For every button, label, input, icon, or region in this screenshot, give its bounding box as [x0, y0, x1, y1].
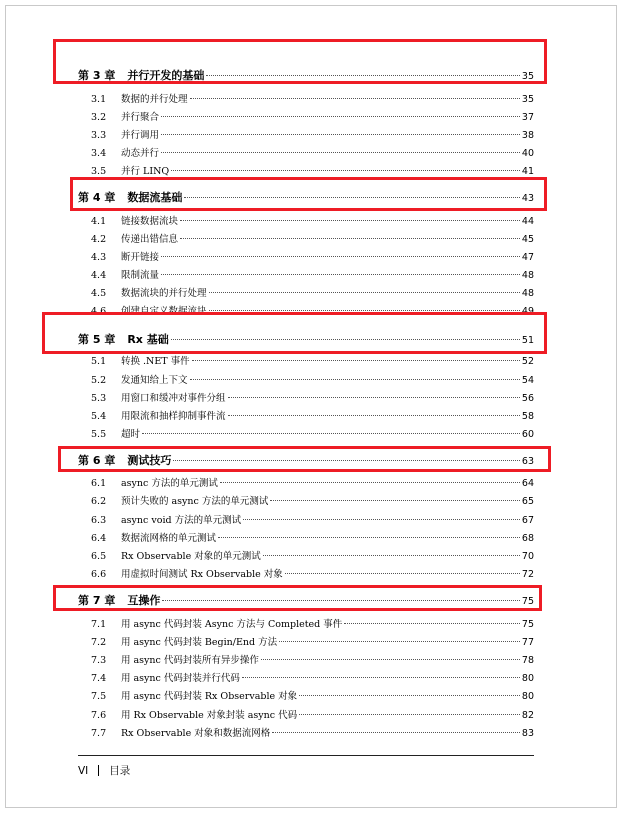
- page-number: 48: [521, 270, 534, 281]
- chapter-number: 第 5 章: [78, 333, 116, 346]
- page-number: 64: [521, 478, 534, 489]
- page-number: 49: [521, 306, 534, 317]
- leader-dots: [261, 659, 520, 660]
- toc-section-5-2[interactable]: [91, 372, 534, 386]
- leader-dots: [209, 292, 520, 293]
- section-title: 传递出错信息: [121, 234, 179, 245]
- section-number: 6.5: [91, 551, 107, 562]
- chapter-title: 测试技巧: [127, 454, 172, 467]
- toc-section-5-5[interactable]: [91, 426, 534, 440]
- section-title: Rx Observable 对象和数据流网格: [121, 728, 271, 739]
- leader-dots: [344, 623, 520, 624]
- page-number: 65: [521, 496, 534, 507]
- toc-section-7-7[interactable]: [91, 725, 534, 739]
- page-number: 70: [521, 551, 534, 562]
- section-number: 4.6: [91, 306, 107, 317]
- chapter-number: 第 4 章: [78, 191, 116, 204]
- leader-dots: [180, 220, 520, 221]
- section-number: 5.4: [91, 411, 107, 422]
- leader-dots: [161, 116, 520, 117]
- page-number: 41: [521, 166, 534, 177]
- leader-dots: [299, 714, 520, 715]
- toc-section-4-4[interactable]: [91, 267, 534, 281]
- toc-section-4-2[interactable]: [91, 231, 534, 245]
- section-title: 用 async 代码封装 Async 方法与 Completed 事件: [121, 619, 343, 630]
- section-title: 用窗口和缓冲对事件分组: [121, 393, 226, 404]
- page-number: 48: [521, 288, 534, 299]
- leader-dots: [190, 379, 520, 380]
- table-of-contents: [6, 6, 616, 807]
- leader-dots: [142, 433, 520, 434]
- section-number: 5.2: [91, 375, 107, 386]
- footer-separator: [98, 765, 99, 776]
- toc-section-3-3[interactable]: [91, 127, 534, 141]
- section-number: 6.4: [91, 533, 107, 544]
- section-number: 5.3: [91, 393, 107, 404]
- section-number: 7.4: [91, 673, 107, 684]
- toc-section-3-5[interactable]: [91, 163, 534, 177]
- section-number: 7.7: [91, 728, 107, 739]
- page-number: 44: [521, 216, 534, 227]
- toc-section-7-4[interactable]: [91, 670, 534, 684]
- leader-dots: [218, 537, 520, 538]
- section-title: 超时: [121, 429, 141, 440]
- page-number: 35: [521, 94, 534, 105]
- section-title: async void 方法的单元测试: [121, 515, 242, 526]
- section-number: 7.6: [91, 710, 107, 721]
- toc-section-6-5[interactable]: [91, 548, 534, 562]
- page-number: 67: [521, 515, 534, 526]
- toc-section-6-1[interactable]: [91, 475, 534, 489]
- chapter-number: 第 6 章: [78, 454, 116, 467]
- section-title: 转换 .NET 事件: [121, 356, 190, 367]
- page-number: 58: [521, 411, 534, 422]
- section-title: async 方法的单元测试: [121, 478, 218, 489]
- leader-dots: [285, 573, 520, 574]
- section-title: 发通知给上下文: [121, 375, 188, 386]
- section-title: Rx Observable 对象的单元测试: [121, 551, 261, 562]
- page-number: 37: [521, 112, 534, 123]
- toc-section-3-2[interactable]: [91, 109, 534, 123]
- section-title: 数据流块的并行处理: [121, 288, 207, 299]
- page-number: 82: [521, 710, 534, 721]
- chapter-title: 并行开发的基础: [127, 69, 205, 82]
- section-number: 6.6: [91, 569, 107, 580]
- section-number: 3.2: [91, 112, 107, 123]
- toc-section-4-1[interactable]: [91, 213, 534, 227]
- section-number: 6.2: [91, 496, 107, 507]
- section-title: 创建自定义数据流块: [121, 306, 207, 317]
- page-number: 45: [521, 234, 534, 245]
- chapter-number: 第 7 章: [78, 594, 116, 607]
- section-title: 用 async 代码封装 Rx Observable 对象: [121, 691, 298, 702]
- leader-dots: [270, 500, 520, 501]
- toc-section-5-1[interactable]: [91, 353, 534, 367]
- leader-dots: [243, 519, 520, 520]
- leader-dots: [228, 397, 520, 398]
- leader-dots: [299, 695, 520, 696]
- leader-dots: [161, 152, 520, 153]
- section-title: 用虚拟时间测试 Rx Observable 对象: [121, 569, 283, 580]
- section-number: 3.1: [91, 94, 107, 105]
- toc-section-5-4[interactable]: [91, 408, 534, 422]
- section-title: 断开链接: [121, 252, 160, 263]
- toc-section-7-1[interactable]: [91, 616, 534, 630]
- toc-section-4-5[interactable]: [91, 285, 534, 299]
- chapter-title: 互操作: [127, 594, 161, 607]
- section-title: 并行调用: [121, 130, 160, 141]
- page-number: 47: [521, 252, 534, 263]
- toc-section-5-3[interactable]: [91, 390, 534, 404]
- leader-dots: [242, 677, 520, 678]
- highlight-box-chapter-3: [53, 39, 547, 84]
- page-number: 60: [521, 429, 534, 440]
- section-number: 4.3: [91, 252, 107, 263]
- leader-dots: [161, 256, 520, 257]
- toc-section-3-1[interactable]: [91, 91, 534, 105]
- section-title: 并行 LINQ: [121, 166, 170, 177]
- section-title: 用 async 代码封装并行代码: [121, 673, 240, 684]
- page-number: 68: [521, 533, 534, 544]
- toc-section-7-2[interactable]: [91, 634, 534, 648]
- leader-dots: [220, 482, 520, 483]
- highlight-box-chapter-4: [70, 177, 547, 211]
- page-number: 75: [521, 596, 534, 607]
- section-number: 6.1: [91, 478, 107, 489]
- page-number: 77: [521, 637, 534, 648]
- leader-dots: [263, 555, 520, 556]
- section-title: 动态并行: [121, 148, 160, 159]
- page-number: 80: [521, 691, 534, 702]
- section-number: 7.2: [91, 637, 107, 648]
- page-number: 80: [521, 673, 534, 684]
- page-number: 56: [521, 393, 534, 404]
- page-number: 83: [521, 728, 534, 739]
- page-number: 43: [521, 193, 534, 204]
- section-number: 7.3: [91, 655, 107, 666]
- page-number: 35: [521, 71, 534, 82]
- toc-section-7-3[interactable]: [91, 652, 534, 666]
- highlight-box-chapter-5: [42, 312, 547, 354]
- chapter-title: 数据流基础: [127, 191, 183, 204]
- section-title: 用限流和抽样抑制事件流: [121, 411, 226, 422]
- section-number: 3.5: [91, 166, 107, 177]
- page-number: 52: [521, 356, 534, 367]
- footer-rule: [78, 755, 534, 756]
- page-number: 51: [521, 335, 534, 346]
- toc-section-6-2[interactable]: [91, 493, 534, 507]
- document-page: [5, 5, 617, 808]
- chapter-number: 第 3 章: [78, 69, 116, 82]
- section-title: 数据流网格的单元测试: [121, 533, 217, 544]
- section-number: 5.1: [91, 356, 107, 367]
- page-number: 54: [521, 375, 534, 386]
- leader-dots: [161, 134, 520, 135]
- toc-section-6-4[interactable]: [91, 530, 534, 544]
- leader-dots: [209, 310, 520, 311]
- section-title: 数据的并行处理: [121, 94, 188, 105]
- section-number: 6.3: [91, 515, 107, 526]
- section-number: 5.5: [91, 429, 107, 440]
- toc-section-6-3[interactable]: [91, 512, 534, 526]
- page-number: 63: [521, 456, 534, 467]
- section-number: 4.1: [91, 216, 107, 227]
- toc-section-4-3[interactable]: [91, 249, 534, 263]
- leader-dots: [190, 98, 520, 99]
- leader-dots: [228, 415, 520, 416]
- section-title: 链接数据流块: [121, 216, 179, 227]
- leader-dots: [192, 360, 520, 361]
- toc-section-3-4[interactable]: [91, 145, 534, 159]
- section-number: 4.4: [91, 270, 107, 281]
- page-number: 38: [521, 130, 534, 141]
- page-footer: [78, 763, 130, 778]
- section-title: 限制流量: [121, 270, 160, 281]
- section-number: 4.2: [91, 234, 107, 245]
- page-number: 72: [521, 569, 534, 580]
- leader-dots: [161, 274, 520, 275]
- highlight-box-chapter-7: [53, 585, 542, 611]
- chapter-title: Rx 基础: [127, 333, 169, 346]
- leader-dots: [180, 238, 520, 239]
- leader-dots: [272, 732, 520, 733]
- leader-dots: [279, 641, 520, 642]
- section-title: 并行聚合: [121, 112, 160, 123]
- toc-section-7-6[interactable]: [91, 707, 534, 721]
- footer-section-label: 目录: [109, 765, 131, 777]
- page-number: 78: [521, 655, 534, 666]
- section-title: 用 async 代码封装所有异步操作: [121, 655, 259, 666]
- section-number: 7.5: [91, 691, 107, 702]
- toc-section-7-5[interactable]: [91, 688, 534, 702]
- page-number: 40: [521, 148, 534, 159]
- section-number: 4.5: [91, 288, 107, 299]
- section-title: 用 async 代码封装 Begin/End 方法: [121, 637, 278, 648]
- section-number: 3.4: [91, 148, 107, 159]
- section-number: 7.1: [91, 619, 107, 630]
- toc-section-6-6[interactable]: [91, 566, 534, 580]
- page-number: 75: [521, 619, 534, 630]
- footer-page-label: VI: [78, 764, 89, 777]
- leader-dots: [171, 170, 520, 171]
- section-number: 3.3: [91, 130, 107, 141]
- section-title: 预计失败的 async 方法的单元测试: [121, 496, 269, 507]
- section-title: 用 Rx Observable 对象封装 async 代码: [121, 710, 298, 721]
- highlight-box-chapter-6: [58, 446, 551, 472]
